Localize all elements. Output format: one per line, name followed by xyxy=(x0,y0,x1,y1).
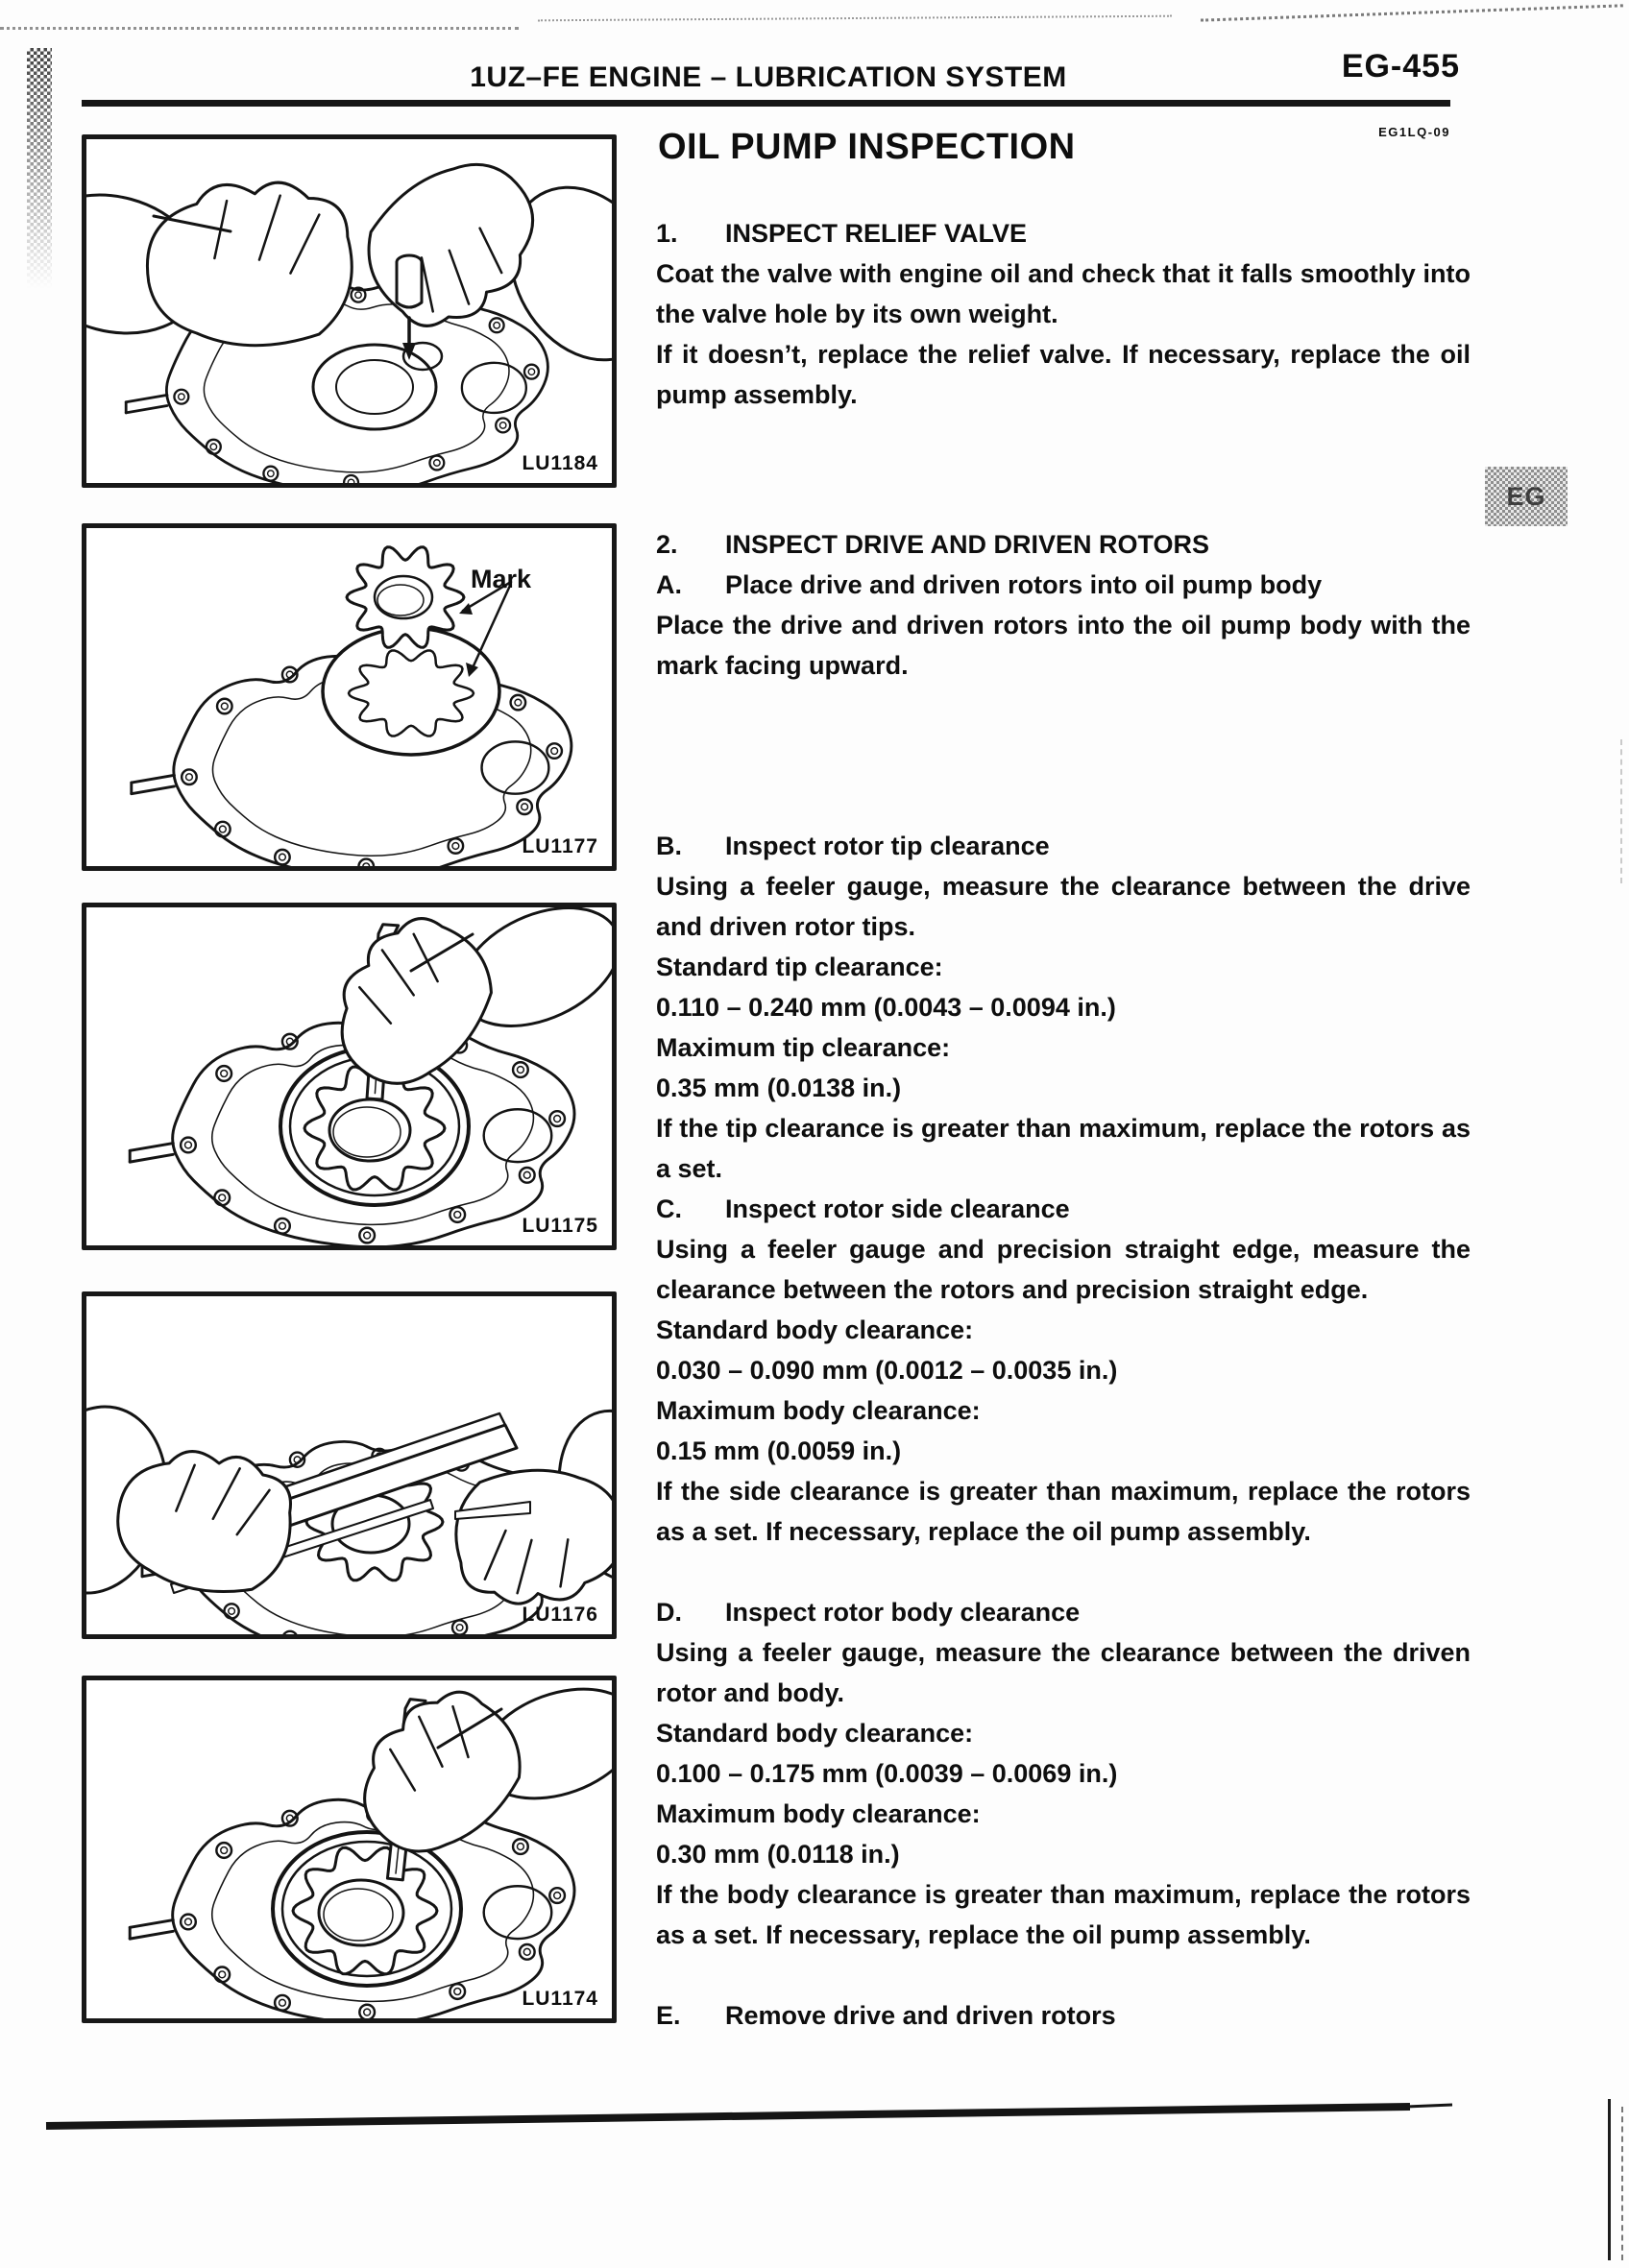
step-c-paragraph: Using a feeler gauge and precision straight edge, measure the clearance between the rotors and precision straight edge. xyxy=(656,1235,1471,1304)
scan-edge-dashes xyxy=(1621,2107,1623,2260)
figure-tip-clearance xyxy=(82,903,617,1250)
figure-code: LU1174 xyxy=(522,1988,598,2010)
spec-label: Maximum tip clearance: xyxy=(656,1033,951,1062)
step-b xyxy=(656,826,1471,1189)
step-1-paragraph: If it doesn’t, replace the relief valve. If necessary, replace the oil pump assembly. xyxy=(656,340,1471,409)
tip-clearance-illustration xyxy=(86,907,612,1245)
step-e xyxy=(656,1995,1471,2036)
rotors-illustration xyxy=(86,528,612,866)
scan-noise-line xyxy=(0,27,519,30)
step-2-heading: INSPECT DRIVE AND DRIVEN ROTORS xyxy=(725,530,1210,559)
figure-side-clearance xyxy=(82,1291,617,1639)
step-c-heading: Inspect rotor side clearance xyxy=(725,1194,1070,1223)
step-d-paragraph: If the body clearance is greater than maximum, replace the rotors as a set. If necessary, replace the oil pump assembly. xyxy=(656,1880,1471,1949)
step-c xyxy=(656,1189,1471,1552)
scan-edge-dashes xyxy=(1620,739,1622,883)
document-code: EG1LQ-09 xyxy=(1378,125,1450,139)
relief-valve-illustration xyxy=(86,139,612,483)
spec-label: Maximum body clearance: xyxy=(656,1799,981,1828)
scan-noise-line xyxy=(1201,4,1623,21)
spec-value: 0.030 – 0.090 mm (0.0012 – 0.0035 in.) xyxy=(656,1356,1118,1385)
figure-place-rotors xyxy=(82,523,617,871)
scan-halftone-strip xyxy=(27,48,52,296)
step-a-heading: Place drive and driven rotors into oil pump body xyxy=(725,570,1323,599)
step-1-paragraph: Coat the valve with engine oil and check that it falls smoothly into the valve hole by its own weight. xyxy=(656,259,1471,328)
footer-rule xyxy=(0,2086,1629,2162)
step-b-heading: Inspect rotor tip clearance xyxy=(725,832,1050,860)
step-2 xyxy=(656,524,1471,686)
page-number: EG-455 xyxy=(1341,48,1460,84)
step-b-paragraph: If the tip clearance is greater than maximum, replace the rotors as a set. xyxy=(656,1114,1471,1183)
step-e-heading: Remove drive and driven rotors xyxy=(725,2001,1116,2030)
section-tab-label: EG xyxy=(1506,481,1546,511)
figure-code: LU1184 xyxy=(522,452,598,474)
document-title: 1UZ–FE ENGINE – LUBRICATION SYSTEM xyxy=(470,61,1067,93)
spec-value: 0.110 – 0.240 mm (0.0043 – 0.0094 in.) xyxy=(656,993,1116,1022)
step-b-number: B. xyxy=(656,832,682,860)
step-1-heading: INSPECT RELIEF VALVE xyxy=(725,219,1028,248)
step-d-number: D. xyxy=(656,1598,682,1627)
step-d-paragraph: Using a feeler gauge, measure the clearance between the driven rotor and body. xyxy=(656,1638,1471,1707)
spec-value: 0.35 mm (0.0138 in.) xyxy=(656,1074,902,1102)
spec-label: Standard body clearance: xyxy=(656,1719,974,1748)
spec-value: 0.30 mm (0.0118 in.) xyxy=(656,1840,900,1869)
step-d-heading: Inspect rotor body clearance xyxy=(725,1598,1081,1627)
side-clearance-illustration xyxy=(86,1296,612,1634)
mark-annotation: Mark xyxy=(471,565,532,593)
spec-value: 0.15 mm (0.0059 in.) xyxy=(656,1436,902,1465)
step-a-paragraph: Place the drive and driven rotors into the oil pump body with the mark facing upward. xyxy=(656,611,1471,680)
spec-label: Standard tip clearance: xyxy=(656,953,943,981)
step-2-number: 2. xyxy=(656,530,678,559)
header-rule xyxy=(82,100,1450,107)
step-e-number: E. xyxy=(656,2001,681,2030)
step-c-number: C. xyxy=(656,1194,682,1223)
figure-body-clearance xyxy=(82,1676,617,2023)
figure-code: LU1177 xyxy=(522,835,598,857)
body-clearance-illustration xyxy=(86,1680,612,2018)
step-c-paragraph: If the side clearance is greater than maximum, replace the rotors as a set. If necessary, replace the oil pump assembly. xyxy=(656,1477,1471,1546)
scan-edge-line xyxy=(1608,2099,1611,2260)
step-1 xyxy=(656,213,1471,415)
spec-label: Maximum body clearance: xyxy=(656,1396,981,1425)
figure-code: LU1176 xyxy=(522,1604,598,1626)
spec-value: 0.100 – 0.175 mm (0.0039 – 0.0069 in.) xyxy=(656,1759,1118,1788)
step-d xyxy=(656,1592,1471,1955)
scan-noise-line xyxy=(538,15,1172,22)
section-tab-eg xyxy=(1485,467,1568,526)
spec-label: Standard body clearance: xyxy=(656,1315,974,1344)
step-1-number: 1. xyxy=(656,219,678,248)
step-b-paragraph: Using a feeler gauge, measure the clearance between the drive and driven rotor tips. xyxy=(656,872,1471,941)
figure-relief-valve xyxy=(82,134,617,488)
step-a-number: A. xyxy=(656,570,682,599)
page-title: OIL PUMP INSPECTION xyxy=(658,127,1076,167)
figure-code: LU1175 xyxy=(522,1215,598,1237)
